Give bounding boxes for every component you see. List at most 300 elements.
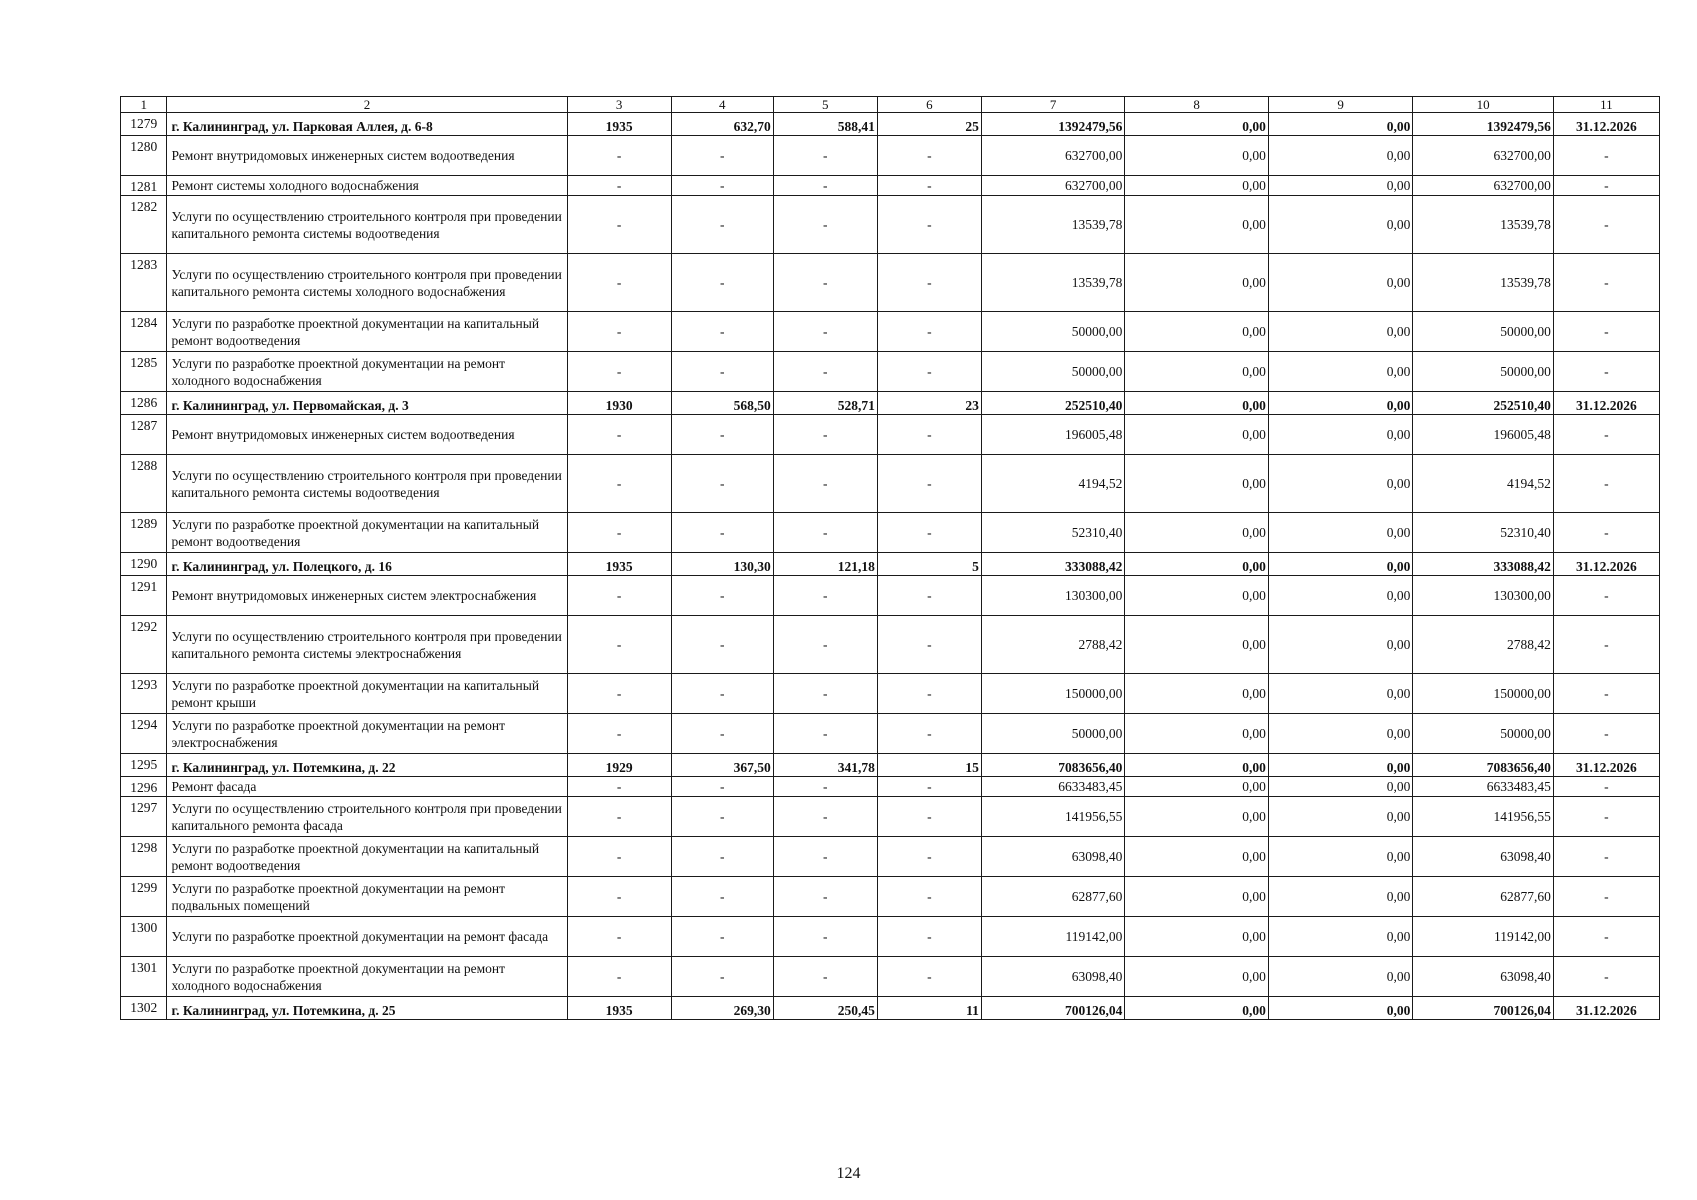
item-name: Услуги по осуществлению строительного контроля при проведении капитального ремонта системы водоотведения [167,455,567,513]
fund-cost-cell: 0,00 [1125,136,1268,176]
budget-cost-cell: 0,00 [1268,553,1413,576]
year-cell: - [567,136,671,176]
building-row [121,113,1660,136]
item-name: Услуги по разработке проектной документации на капитальный ремонт водоотведения [167,312,567,352]
year-cell: - [567,616,671,674]
owner-cost-cell: 632700,00 [1413,176,1553,196]
fund-cost-cell: 0,00 [1125,917,1268,957]
residents-cell: - [877,576,981,616]
year-cell: - [567,254,671,312]
item-name: Ремонт внутридомовых инженерных систем водоотведения [167,415,567,455]
living-area-cell: - [773,136,877,176]
living-area-cell: 250,45 [773,997,877,1020]
fund-cost-cell: 0,00 [1125,196,1268,254]
building-row [121,754,1660,777]
item-name: г. Калининград, ул. Потемкина, д. 22 [167,754,567,777]
residents-cell: - [877,254,981,312]
work-item-row [121,777,1660,797]
year-cell: - [567,513,671,553]
work-item-row [121,797,1660,837]
item-name: г. Калининград, ул. Полецкого, д. 16 [167,553,567,576]
deadline-cell: 31.12.2026 [1553,113,1659,136]
item-name: Ремонт внутридомовых инженерных систем водоотведения [167,136,567,176]
total-cost-cell: 700126,04 [981,997,1124,1020]
fund-cost-cell: 0,00 [1125,176,1268,196]
area-cell: - [671,254,773,312]
budget-cost-cell: 0,00 [1268,877,1413,917]
total-cost-cell: 150000,00 [981,674,1124,714]
column-header: 8 [1125,97,1268,113]
total-cost-cell: 63098,40 [981,837,1124,877]
residents-cell: - [877,837,981,877]
work-item-row [121,455,1660,513]
budget-cost-cell: 0,00 [1268,312,1413,352]
budget-cost-cell: 0,00 [1268,616,1413,674]
living-area-cell: 588,41 [773,113,877,136]
budget-cost-cell: 0,00 [1268,997,1413,1020]
column-header: 6 [877,97,981,113]
year-cell: - [567,957,671,997]
deadline-cell: - [1553,576,1659,616]
work-item-row [121,957,1660,997]
living-area-cell: - [773,254,877,312]
living-area-cell: 121,18 [773,553,877,576]
residents-cell: - [877,352,981,392]
fund-cost-cell: 0,00 [1125,714,1268,754]
deadline-cell: 31.12.2026 [1553,392,1659,415]
budget-cost-cell: 0,00 [1268,352,1413,392]
area-cell: - [671,455,773,513]
row-number: 1279 [121,113,167,136]
area-cell: - [671,917,773,957]
area-cell: - [671,415,773,455]
residents-cell: - [877,415,981,455]
owner-cost-cell: 700126,04 [1413,997,1553,1020]
total-cost-cell: 632700,00 [981,136,1124,176]
living-area-cell: - [773,957,877,997]
budget-cost-cell: 0,00 [1268,113,1413,136]
living-area-cell: - [773,513,877,553]
year-cell: - [567,352,671,392]
owner-cost-cell: 196005,48 [1413,415,1553,455]
residents-cell: 15 [877,754,981,777]
owner-cost-cell: 63098,40 [1413,837,1553,877]
year-cell: 1935 [567,553,671,576]
deadline-cell: - [1553,136,1659,176]
budget-cost-cell: 0,00 [1268,455,1413,513]
work-item-row [121,176,1660,196]
owner-cost-cell: 333088,42 [1413,553,1553,576]
deadline-cell: - [1553,513,1659,553]
total-cost-cell: 130300,00 [981,576,1124,616]
deadline-cell: - [1553,254,1659,312]
fund-cost-cell: 0,00 [1125,415,1268,455]
row-number: 1297 [121,797,167,837]
living-area-cell: - [773,777,877,797]
total-cost-cell: 62877,60 [981,877,1124,917]
work-item-row [121,352,1660,392]
owner-cost-cell: 13539,78 [1413,196,1553,254]
owner-cost-cell: 4194,52 [1413,455,1553,513]
item-name: Ремонт системы холодного водоснабжения [167,176,567,196]
year-cell: - [567,797,671,837]
year-cell: - [567,674,671,714]
row-number: 1294 [121,714,167,754]
work-item-row [121,254,1660,312]
living-area-cell: - [773,837,877,877]
deadline-cell: - [1553,797,1659,837]
deadline-cell: - [1553,917,1659,957]
budget-cost-cell: 0,00 [1268,917,1413,957]
residents-cell: 25 [877,113,981,136]
area-cell: - [671,176,773,196]
work-item-row [121,674,1660,714]
fund-cost-cell: 0,00 [1125,797,1268,837]
budget-cost-cell: 0,00 [1268,254,1413,312]
owner-cost-cell: 150000,00 [1413,674,1553,714]
row-number: 1291 [121,576,167,616]
owner-cost-cell: 6633483,45 [1413,777,1553,797]
row-number: 1292 [121,616,167,674]
item-name: Услуги по осуществлению строительного контроля при проведении капитального ремонта системы водоотведения [167,196,567,254]
year-cell: - [567,312,671,352]
column-header: 1 [121,97,167,113]
deadline-cell: - [1553,877,1659,917]
item-name: Услуги по разработке проектной документации на капитальный ремонт крыши [167,674,567,714]
residents-cell: - [877,136,981,176]
work-item-row [121,576,1660,616]
year-cell: - [567,576,671,616]
deadline-cell: - [1553,312,1659,352]
capital-repair-table [120,96,1660,1020]
row-number: 1287 [121,415,167,455]
work-item-row [121,196,1660,254]
total-cost-cell: 52310,40 [981,513,1124,553]
deadline-cell: 31.12.2026 [1553,553,1659,576]
budget-cost-cell: 0,00 [1268,415,1413,455]
item-name: Ремонт фасада [167,777,567,797]
deadline-cell: - [1553,176,1659,196]
residents-cell: - [877,777,981,797]
owner-cost-cell: 252510,40 [1413,392,1553,415]
area-cell: - [671,576,773,616]
work-item-row [121,312,1660,352]
item-name: Услуги по разработке проектной документации на капитальный ремонт водоотведения [167,837,567,877]
fund-cost-cell: 0,00 [1125,513,1268,553]
deadline-cell: - [1553,616,1659,674]
budget-cost-cell: 0,00 [1268,714,1413,754]
year-cell: 1929 [567,754,671,777]
row-number: 1298 [121,837,167,877]
total-cost-cell: 333088,42 [981,553,1124,576]
owner-cost-cell: 141956,55 [1413,797,1553,837]
residents-cell: - [877,616,981,674]
budget-cost-cell: 0,00 [1268,513,1413,553]
column-header: 7 [981,97,1124,113]
deadline-cell: - [1553,196,1659,254]
residents-cell: - [877,917,981,957]
living-area-cell: 341,78 [773,754,877,777]
area-cell: 568,50 [671,392,773,415]
item-name: Услуги по разработке проектной документации на ремонт холодного водоснабжения [167,352,567,392]
item-name: Услуги по разработке проектной документации на капитальный ремонт водоотведения [167,513,567,553]
total-cost-cell: 13539,78 [981,196,1124,254]
owner-cost-cell: 63098,40 [1413,957,1553,997]
column-header: 2 [167,97,567,113]
fund-cost-cell: 0,00 [1125,352,1268,392]
area-cell: 269,30 [671,997,773,1020]
residents-cell: 5 [877,553,981,576]
area-cell: - [671,196,773,254]
work-item-row [121,917,1660,957]
owner-cost-cell: 13539,78 [1413,254,1553,312]
budget-cost-cell: 0,00 [1268,176,1413,196]
year-cell: - [567,917,671,957]
budget-cost-cell: 0,00 [1268,754,1413,777]
owner-cost-cell: 119142,00 [1413,917,1553,957]
deadline-cell: - [1553,352,1659,392]
living-area-cell: - [773,797,877,837]
living-area-cell: - [773,917,877,957]
column-header: 10 [1413,97,1553,113]
total-cost-cell: 7083656,40 [981,754,1124,777]
year-cell: - [567,196,671,254]
area-cell: - [671,312,773,352]
living-area-cell: - [773,877,877,917]
fund-cost-cell: 0,00 [1125,997,1268,1020]
total-cost-cell: 196005,48 [981,415,1124,455]
row-number: 1286 [121,392,167,415]
area-cell: - [671,797,773,837]
row-number: 1281 [121,176,167,196]
area-cell: 367,50 [671,754,773,777]
owner-cost-cell: 2788,42 [1413,616,1553,674]
living-area-cell: - [773,196,877,254]
work-item-row [121,513,1660,553]
owner-cost-cell: 52310,40 [1413,513,1553,553]
column-header: 3 [567,97,671,113]
work-item-row [121,837,1660,877]
area-cell: - [671,837,773,877]
budget-cost-cell: 0,00 [1268,797,1413,837]
budget-cost-cell: 0,00 [1268,674,1413,714]
year-cell: - [567,877,671,917]
row-number: 1289 [121,513,167,553]
budget-cost-cell: 0,00 [1268,576,1413,616]
row-number: 1302 [121,997,167,1020]
item-name: Услуги по разработке проектной документации на ремонт подвальных помещений [167,877,567,917]
work-item-row [121,415,1660,455]
living-area-cell: - [773,176,877,196]
fund-cost-cell: 0,00 [1125,837,1268,877]
residents-cell: - [877,455,981,513]
living-area-cell: - [773,714,877,754]
year-cell: 1935 [567,113,671,136]
area-cell: - [671,616,773,674]
year-cell: - [567,837,671,877]
fund-cost-cell: 0,00 [1125,113,1268,136]
row-number: 1296 [121,777,167,797]
living-area-cell: - [773,616,877,674]
year-cell: 1930 [567,392,671,415]
residents-cell: - [877,797,981,837]
item-name: Услуги по разработке проектной документации на ремонт холодного водоснабжения [167,957,567,997]
deadline-cell: - [1553,415,1659,455]
row-number: 1290 [121,553,167,576]
building-row [121,997,1660,1020]
deadline-cell: - [1553,837,1659,877]
living-area-cell: 528,71 [773,392,877,415]
fund-cost-cell: 0,00 [1125,392,1268,415]
work-item-row [121,877,1660,917]
owner-cost-cell: 50000,00 [1413,312,1553,352]
deadline-cell: - [1553,674,1659,714]
row-number: 1284 [121,312,167,352]
residents-cell: - [877,176,981,196]
budget-cost-cell: 0,00 [1268,196,1413,254]
row-number: 1283 [121,254,167,312]
item-name: г. Калининград, ул. Парковая Аллея, д. 6-8 [167,113,567,136]
item-name: Услуги по осуществлению строительного контроля при проведении капитального ремонта фасада [167,797,567,837]
year-cell: - [567,176,671,196]
total-cost-cell: 119142,00 [981,917,1124,957]
living-area-cell: - [773,312,877,352]
residents-cell: - [877,714,981,754]
deadline-cell: - [1553,455,1659,513]
owner-cost-cell: 62877,60 [1413,877,1553,917]
item-name: г. Калининград, ул. Потемкина, д. 25 [167,997,567,1020]
building-row [121,392,1660,415]
fund-cost-cell: 0,00 [1125,254,1268,312]
column-header: 9 [1268,97,1413,113]
living-area-cell: - [773,415,877,455]
year-cell: 1935 [567,997,671,1020]
year-cell: - [567,415,671,455]
residents-cell: - [877,196,981,254]
row-number: 1282 [121,196,167,254]
year-cell: - [567,455,671,513]
owner-cost-cell: 130300,00 [1413,576,1553,616]
budget-cost-cell: 0,00 [1268,136,1413,176]
column-header: 11 [1553,97,1659,113]
total-cost-cell: 2788,42 [981,616,1124,674]
total-cost-cell: 6633483,45 [981,777,1124,797]
building-row [121,553,1660,576]
area-cell: - [671,957,773,997]
year-cell: - [567,777,671,797]
row-number: 1293 [121,674,167,714]
deadline-cell: 31.12.2026 [1553,754,1659,777]
residents-cell: - [877,312,981,352]
fund-cost-cell: 0,00 [1125,576,1268,616]
total-cost-cell: 1392479,56 [981,113,1124,136]
owner-cost-cell: 1392479,56 [1413,113,1553,136]
total-cost-cell: 50000,00 [981,714,1124,754]
fund-cost-cell: 0,00 [1125,877,1268,917]
row-number: 1285 [121,352,167,392]
item-name: Услуги по осуществлению строительного контроля при проведении капитального ремонта системы электроснабжения [167,616,567,674]
area-cell: 632,70 [671,113,773,136]
work-item-row [121,714,1660,754]
fund-cost-cell: 0,00 [1125,777,1268,797]
year-cell: - [567,714,671,754]
fund-cost-cell: 0,00 [1125,616,1268,674]
total-cost-cell: 252510,40 [981,392,1124,415]
area-cell: - [671,777,773,797]
total-cost-cell: 632700,00 [981,176,1124,196]
total-cost-cell: 13539,78 [981,254,1124,312]
total-cost-cell: 141956,55 [981,797,1124,837]
fund-cost-cell: 0,00 [1125,455,1268,513]
budget-cost-cell: 0,00 [1268,392,1413,415]
living-area-cell: - [773,352,877,392]
item-name: Услуги по разработке проектной документации на ремонт электроснабжения [167,714,567,754]
deadline-cell: - [1553,777,1659,797]
work-item-row [121,616,1660,674]
row-number: 1295 [121,754,167,777]
residents-cell: 11 [877,997,981,1020]
budget-cost-cell: 0,00 [1268,777,1413,797]
owner-cost-cell: 632700,00 [1413,136,1553,176]
deadline-cell: - [1553,714,1659,754]
column-number-header-row [121,97,1660,113]
deadline-cell: - [1553,957,1659,997]
table-body [121,113,1660,1020]
area-cell: - [671,352,773,392]
residents-cell: - [877,957,981,997]
area-cell: - [671,714,773,754]
row-number: 1299 [121,877,167,917]
living-area-cell: - [773,674,877,714]
fund-cost-cell: 0,00 [1125,312,1268,352]
owner-cost-cell: 50000,00 [1413,352,1553,392]
living-area-cell: - [773,576,877,616]
item-name: г. Калининград, ул. Первомайская, д. 3 [167,392,567,415]
fund-cost-cell: 0,00 [1125,754,1268,777]
row-number: 1301 [121,957,167,997]
area-cell: - [671,513,773,553]
row-number: 1288 [121,455,167,513]
area-cell: - [671,877,773,917]
total-cost-cell: 50000,00 [981,312,1124,352]
page-number: 124 [836,1165,861,1182]
owner-cost-cell: 50000,00 [1413,714,1553,754]
area-cell: - [671,136,773,176]
area-cell: - [671,674,773,714]
budget-cost-cell: 0,00 [1268,957,1413,997]
budget-cost-cell: 0,00 [1268,837,1413,877]
column-header: 4 [671,97,773,113]
residents-cell: - [877,674,981,714]
owner-cost-cell: 7083656,40 [1413,754,1553,777]
fund-cost-cell: 0,00 [1125,674,1268,714]
item-name: Услуги по разработке проектной документации на ремонт фасада [167,917,567,957]
work-item-row [121,136,1660,176]
deadline-cell: 31.12.2026 [1553,997,1659,1020]
row-number: 1300 [121,917,167,957]
total-cost-cell: 50000,00 [981,352,1124,392]
residents-cell: - [877,877,981,917]
fund-cost-cell: 0,00 [1125,553,1268,576]
living-area-cell: - [773,455,877,513]
fund-cost-cell: 0,00 [1125,957,1268,997]
residents-cell: - [877,513,981,553]
item-name: Услуги по осуществлению строительного контроля при проведении капитального ремонта системы холодного водоснабжения [167,254,567,312]
column-header: 5 [773,97,877,113]
total-cost-cell: 63098,40 [981,957,1124,997]
row-number: 1280 [121,136,167,176]
area-cell: 130,30 [671,553,773,576]
